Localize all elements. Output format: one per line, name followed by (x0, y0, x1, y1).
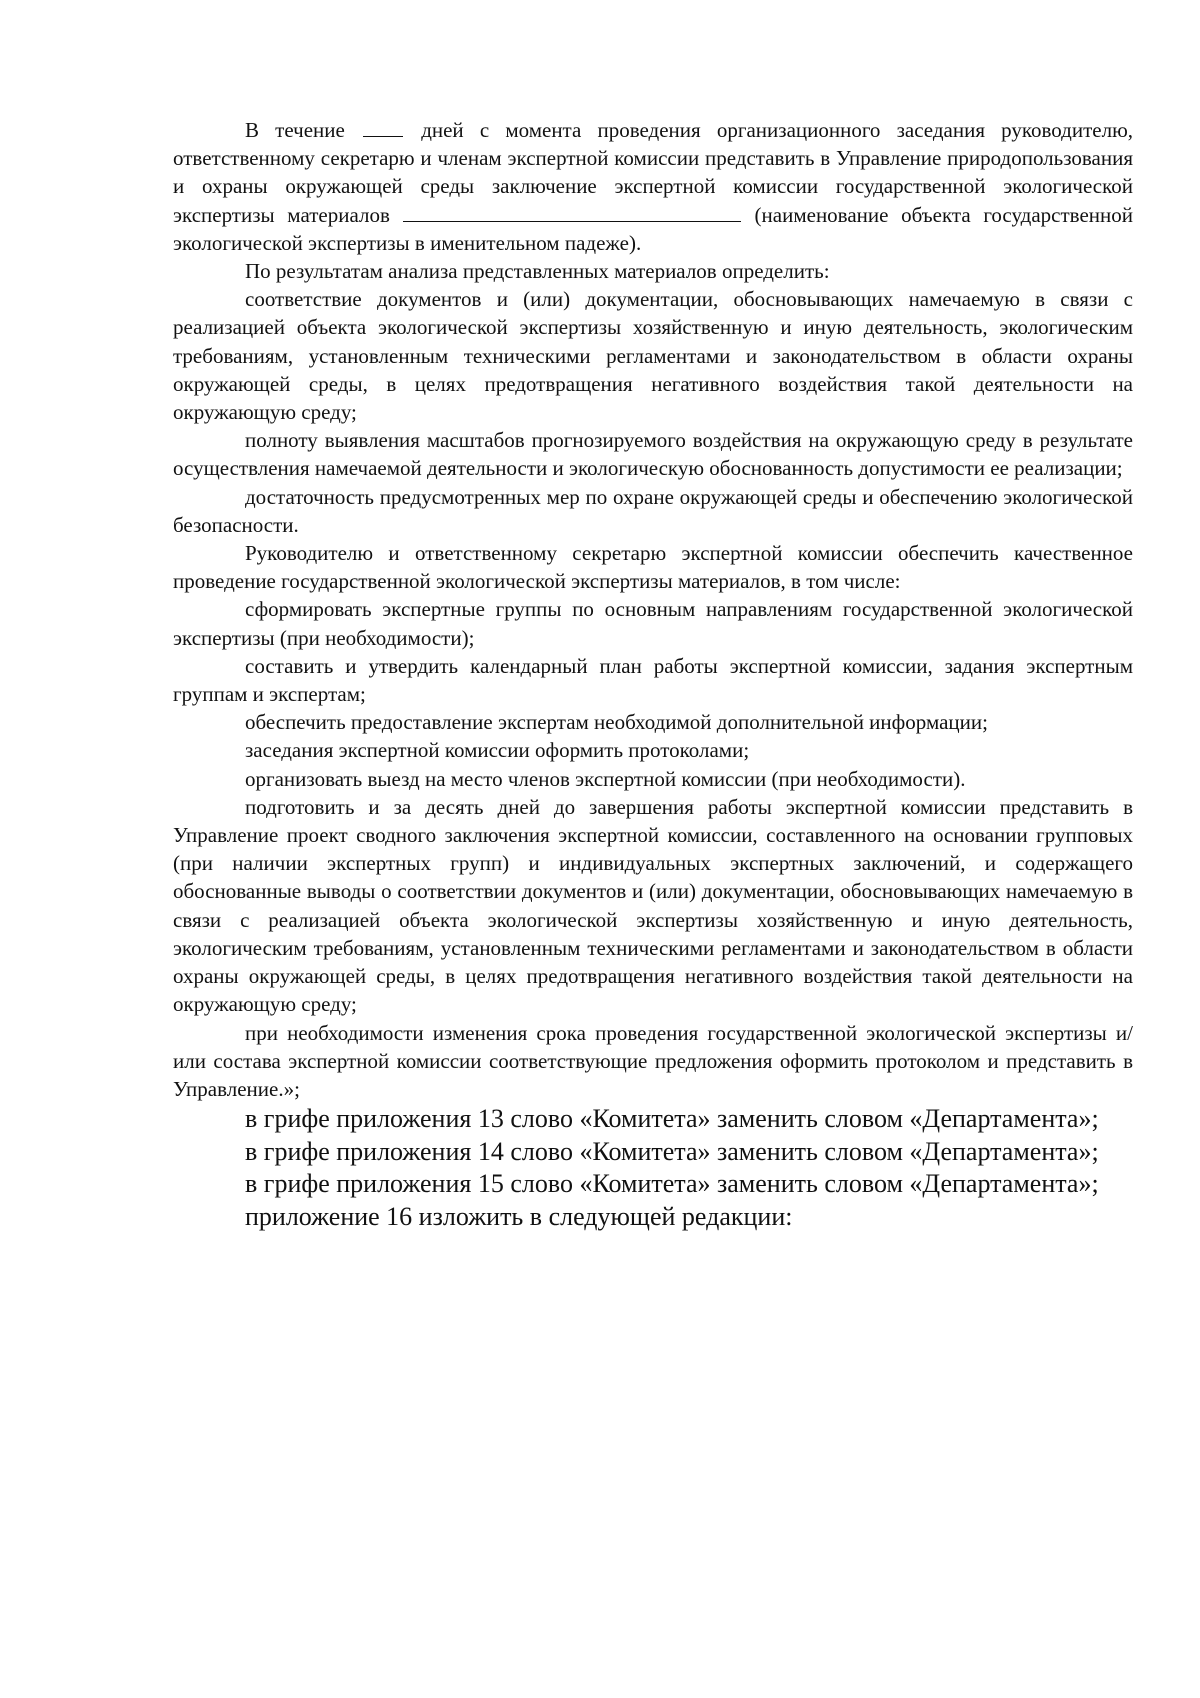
object-name-blank-field (403, 203, 741, 222)
paragraph-deadline-middle: дней с момента проведения организационного заседания руководителю, ответственному секретарю и членам экспертной комиссии представить в Управление природопользования и охраны окружающей среды заключение экспертной комиссии государственной экологической экспертизы материалов (173, 118, 1134, 227)
paragraph-deadline-end: (наименование объекта государственной экологической экспертизы в именительном падеже). (173, 202, 1133, 255)
paragraph-impact-scope: полноту выявления масштабов прогнозируемого воздействия на окружающую среду в результате осуществления намечаемой деятельности и экологическую обоснованность допустимости ее реализации; (173, 428, 1133, 481)
paragraph-schedule: составить и утвердить календарный план работы экспертной комиссии, задания экспертным группам и экспертам; (173, 653, 1133, 707)
paragraph-annex-16: приложение 16 изложить в следующей редакции: (245, 1201, 793, 1231)
paragraph-deadline (173, 116, 1133, 257)
document-body (173, 116, 1133, 1233)
days-blank-field (363, 118, 403, 137)
paragraph-information: обеспечить предоставление экспертам необходимой дополнительной информации; (245, 710, 988, 735)
paragraph-compliance: соответствие документов и (или) документации, обосновывающих намечаемую в связи с реализацией объекта экологической экспертизы хозяйственную и иную деятельность, экологическим требованиям, установленным техническими регламентами и законодательством в области охраны окружающей среды, в целях предотвращения негативного воздействия такой деятельности на окружающую среду; (173, 287, 1133, 425)
paragraph-annex-13: в грифе приложения 13 слово «Комитета» заменить словом «Департамента»; (245, 1104, 1099, 1134)
paragraph-site-visit: организовать выезд на место членов экспертной комиссии (при необходимости). (245, 766, 966, 791)
paragraph-analysis-intro: По результатам анализа представленных материалов определить: (245, 259, 830, 284)
paragraph-protocols: заседания экспертной комиссии оформить протоколами; (245, 738, 750, 763)
paragraph-term-change: при необходимости изменения срока проведения государственной экологической экспертизы и/или состава экспертной комиссии соответствующие предложения оформить протоколом и представить в Управление.»; (173, 1020, 1133, 1101)
paragraph-measures: достаточность предусмотренных мер по охране окружающей среды и обеспечению экологической безопасности. (173, 484, 1133, 537)
paragraph-quality: Руководителю и ответственному секретарю экспертной комиссии обеспечить качественное проведение государственной экологической экспертизы материалов, в том числе: (173, 541, 1133, 594)
paragraph-expert-groups: сформировать экспертные группы по основным направлениям государственной экологической экспертизы (при необходимости); (173, 597, 1133, 650)
paragraph-annex-14: в грифе приложения 14 слово «Комитета» заменить словом «Департамента»; (245, 1136, 1099, 1166)
paragraph-summary-conclusion: подготовить и за десять дней до завершения работы экспертной комиссии представить в Управление проект сводного заключения экспертной комиссии, составленного на основании групповых (при наличии экспертных групп) и индивидуальных экспертных заключений, и содержащего обоснованные выводы о соответствии документов и (или) документации, обосновывающих намечаемую в связи с реализацией объекта экологической экспертизы хозяйственную и иную деятельность, экологическим требованиям, установленным техническими регламентами и законодательством в области охраны окружающей среды, в целях предотвращения негативного воздействия такой деятельности на окружающую среду; (173, 794, 1133, 1017)
paragraph-annex-15: в грифе приложения 15 слово «Комитета» заменить словом «Департамента»; (245, 1169, 1099, 1199)
paragraph-deadline-start: В течение (245, 118, 345, 142)
